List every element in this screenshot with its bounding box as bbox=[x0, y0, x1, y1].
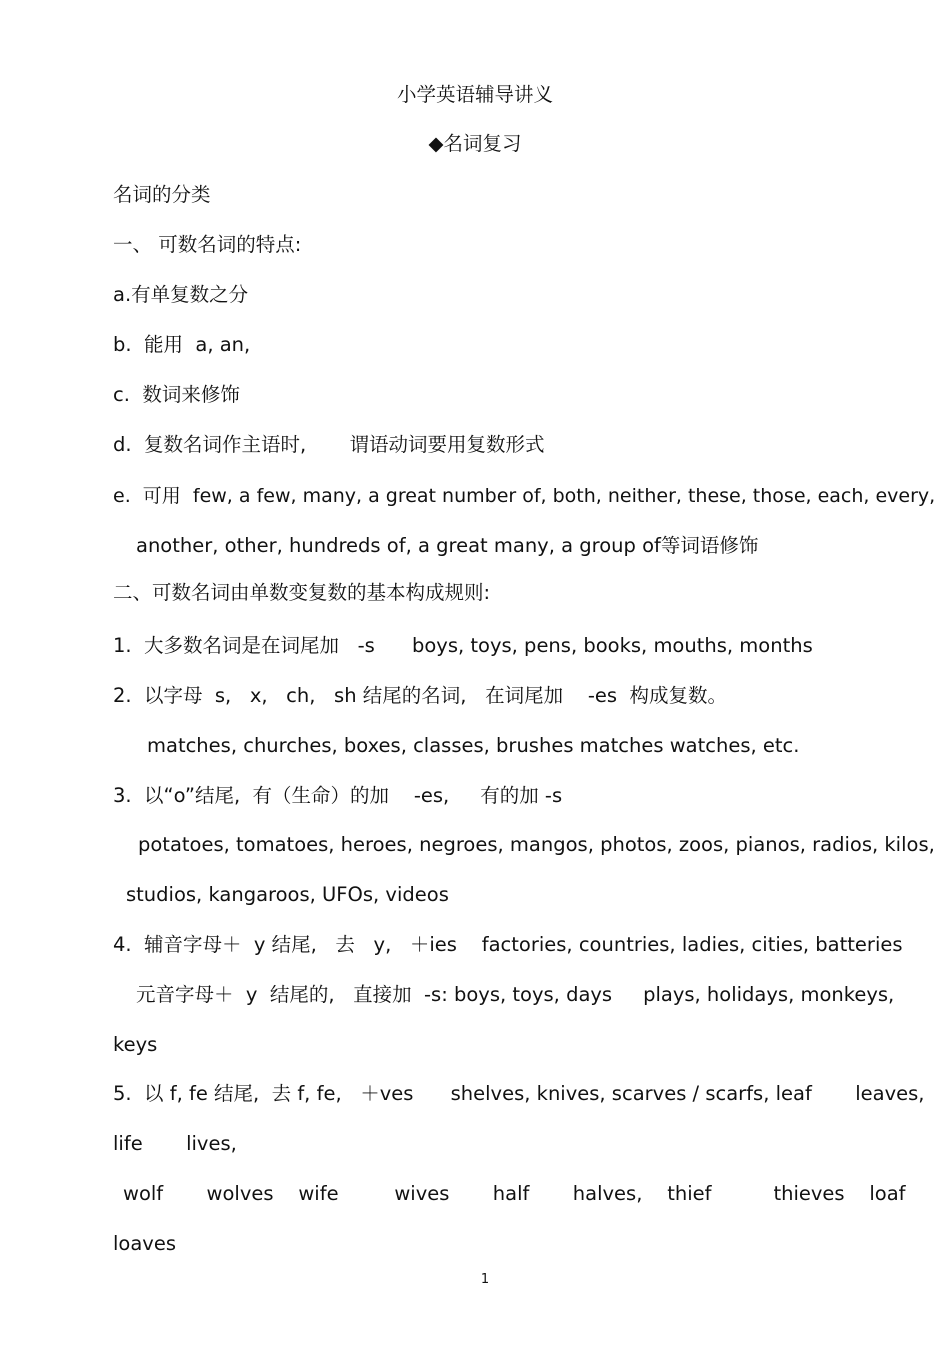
text-line: 二、可数名词由单数变复数的基本构成规则: bbox=[113, 581, 491, 604]
text-line: matches, churches, boxes, classes, brushes matches watches, etc. bbox=[147, 734, 800, 757]
text-line: another, other, hundreds of, a great many, a group of等词语修饰 bbox=[136, 534, 759, 557]
text-line: e. 可用 few, a few, many, a great number of, both, neither, these, those, each, every, bbox=[113, 485, 936, 507]
text-line: 2. 以字母 s, x, ch, sh 结尾的名词, 在词尾加 -es 构成复数。 bbox=[113, 684, 727, 707]
text-line: 一、 可数名词的特点: bbox=[113, 233, 302, 256]
text-line: 1. 大多数名词是在词尾加 -s boys, toys, pens, books, mouths, months bbox=[113, 634, 813, 657]
text-line: keys bbox=[113, 1033, 158, 1056]
text-line: potatoes, tomatoes, heroes, negroes, mangos, photos, zoos, pianos, radios, kilos, bbox=[138, 833, 935, 856]
section-heading: ◆名词复习 bbox=[428, 132, 522, 155]
page-number: 1 bbox=[480, 1272, 490, 1287]
text-line: loaves bbox=[113, 1232, 176, 1255]
text-line: 名词的分类 bbox=[113, 183, 211, 206]
text-line: c. 数词来修饰 bbox=[113, 383, 240, 406]
document-title: 小学英语辅导讲义 bbox=[396, 83, 553, 106]
text-line: 4. 辅音字母＋ y 结尾, 去 y, ＋ies factories, countries, ladies, cities, batteries bbox=[113, 933, 903, 956]
text-line: wolf wolves wife wives half halves, thief thieves loaf bbox=[123, 1182, 906, 1205]
text-line: 3. 以“o”结尾, 有（生命）的加 -es, 有的加 -s bbox=[113, 784, 563, 807]
text-line: life lives, bbox=[113, 1132, 237, 1155]
text-line: 元音字母＋ y 结尾的, 直接加 -s: boys, toys, days plays, holidays, monkeys, bbox=[136, 983, 895, 1006]
text-line: d. 复数名词作主语时, 谓语动词要用复数形式 bbox=[113, 433, 545, 456]
text-line: a.有单复数之分 bbox=[113, 283, 249, 306]
text-line: 5. 以 f, fe 结尾, 去 f, fe, ＋ves shelves, knives, scarves / scarfs, leaf leaves, bbox=[113, 1082, 925, 1105]
text-line: b. 能用 a, an, bbox=[113, 333, 251, 356]
text-line: studios, kangaroos, UFOs, videos bbox=[126, 883, 449, 906]
